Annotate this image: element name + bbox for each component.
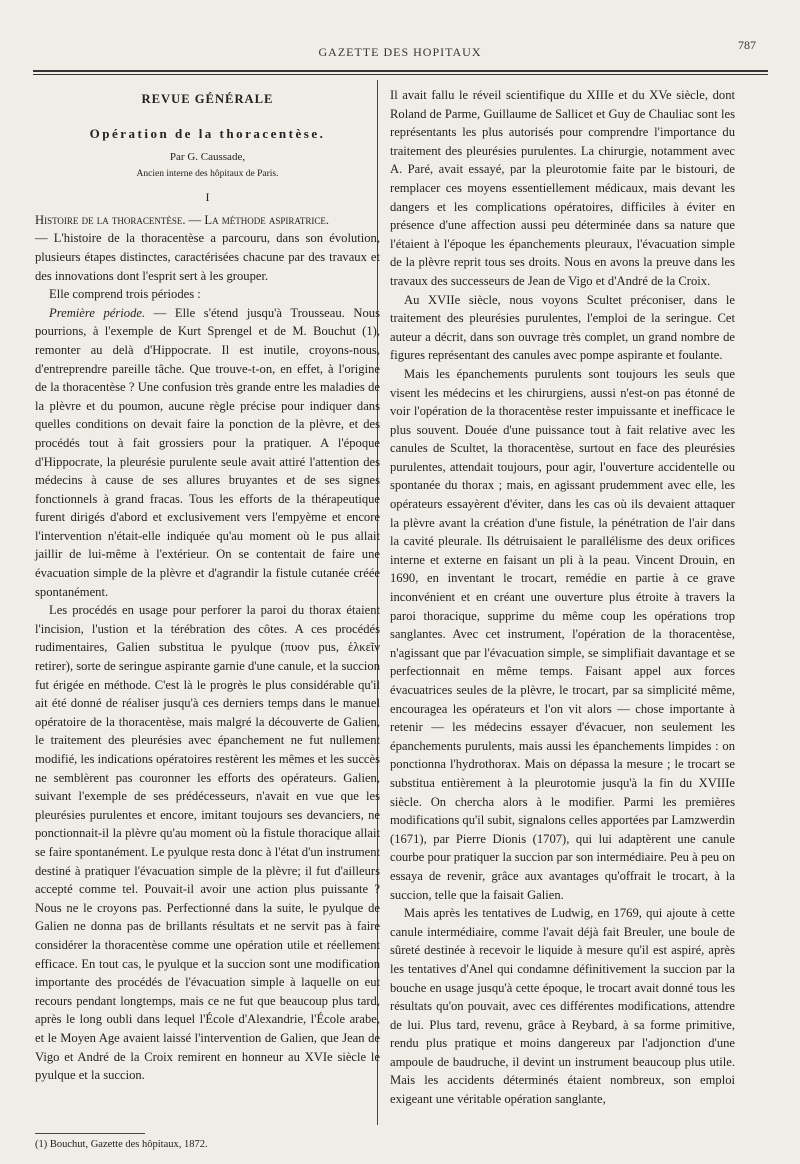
paragraph xyxy=(35,304,380,602)
byline: Par G. Caussade, xyxy=(169,151,246,164)
byline-note: Ancien interne des hôpitaux de Paris. xyxy=(136,169,279,180)
left-column xyxy=(35,86,380,1085)
chapter-heading: Histoire de la thoracentèse. — La méthode aspiratrice. xyxy=(35,212,330,227)
running-title: GAZETTE DES HOPITAUX xyxy=(318,45,482,59)
paragraph: — L'histoire de la thoracentèse a parcouru, dans son évolution, plusieurs étapes distinctes, caractérisées chacune par des travaux et des innovations dont l'esprit sert à les grouper. xyxy=(35,231,380,283)
part-number: I xyxy=(205,190,210,205)
paragraph: Mais les épanchements purulents sont toujours les seuls que visent les médecins et les chirurgiens, aussi n'est-on pas étonné de voir l'opération de la thoracentèse rester impuissante et inefficace le plus souvent. Douée d'une puissance tout à fait relative avec les canules de Scultet, la thoracentèse, surtout en face des pleurésies purulentes, attendait toujours, pour agir, l'ouverture accidentelle ou spontanée du thorax ; mais, en agissant prudemment avec elle, les opérateurs essayèrent d'éviter, dans les cas où ils devaient attaquer la plèvre avant la création d'une fistule, la pénétration de l'air dans la cavité pleurale. Ils détruisaient le parallélisme des deux orifices interne et externe en faisant un pli à la peau. Vincent Drouin, en 1690, en inventant le trocart, remédie en partie à ce grave inconvénient et en créant une ouverture plus étroite à travers la paroi thoracique, supprime du même coup les opérations trop sanglantes. Avec cet instrument, l'opération de la thoracentèse, n'agissant que par l'évacuation simple, se simplifiait davantage et se perfectionnait en même temps. Faisant appel aux forces évacuatrices seules de la plèvre, le trocart, par sa simplicité même, encouragea les opérateurs et l'on vit alors — chose importante à retenir — les médecins essayer d'évacuer, non seulement les épanchements purulents, mais aussi les épanchements limpides : on ponctionna l'hydrothorax. Mais on dépassa la mesure ; le trocart se substitua entièrement à la pleurotomie jusqu'à la fin du XVIIIe siècle. On chercha alors à le modifier. Parmi les premières modifications qu'il subit, signalons celles apportées par Lamzwerdin (1671), par Pierre Dionis (1707), qui lui adaptèrent une canule courbe pour pratiquer la succion par son intermédiaire. Peu à peu on essaya de revenir, grâce aux avantages qu'offrait le trocart, à la succion, telle que la faisait Galien. xyxy=(390,366,736,902)
paragraph: Au XVIIe siècle, nous voyons Scultet préconiser, dans le traitement des pleurésies purulentes, l'emploi de la seringue. Cet auteur a décrit, dans son ouvrage très complet, un grand nombre de figures représentant des canules avec pompe aspirante et foulante. xyxy=(390,292,735,363)
article-title: Opération de la thoracentèse. xyxy=(89,125,326,141)
header-rule-thin xyxy=(33,74,768,75)
paragraph: Il avait fallu le réveil scientifique du XIIIe et du XVe siècle, dont Roland de Parme, Guillaume de Sallicet et Guy de Chauliac sont les représentants les plus autorisés pour comprendre l'importance du traitement des pleurésies purulentes. La chirurgie, notamment avec A. Paré, avait essayé, par la pleurotomie faite par le bistouri, de remplacer ces moyens essentiellement médicaux, mais devant les dangers et les complications opératoires, difficiles à éviter en présence d'une affection aussi peu déterminée dans sa nature que l'étaient à l'époque les épanchements pleuraux, l'évacuation simple de la plèvre reprit tous ses droits. Nous en avons la preuve dans les travaux des successeurs de Jean de Vigo et d'André de la Croix. xyxy=(390,88,735,288)
section-heading: REVUE GÉNÉRALE xyxy=(141,92,274,106)
page-number: 787 xyxy=(738,38,756,52)
paragraph: Mais après les tentatives de Ludwig, en 1769, qui ajoute à cette canule intermédiaire, comme l'avait déjà fait Breuler, une boule de sûreté destinée à recevoir le liquide à mesure qu'il est aspiré, après les tentatives d'Anel qui condamne définitivement la succion par la bouche en usage jusqu'à cette époque, le trocart avait donné tous les résultats qu'on pouvait, avec ces différentes modifications, attendre de lui. Plus tard, revenu, grâce à Reybard, à sa forme primitive, rendu plus pratique et moins dangereux par l'adjonction d'une ampoule de baudruche, il devint un instrument beaucoup plus utile. Mais les accidents déterminés étaient nombreux, son emploi exigeant une véritable opération sanglante, xyxy=(390,906,735,1107)
footnote: (1) Bouchut, Gazette des hôpitaux, 1872. xyxy=(35,1139,208,1150)
footnote-rule xyxy=(35,1133,145,1134)
right-column xyxy=(390,86,735,1109)
header-rule xyxy=(33,70,768,72)
paragraph: Les procédés en usage pour perforer la paroi du thorax étaient l'incision, l'ustion et la térébration des côtes. A ces procédés rudimentaires, Galien substitua le pyulque (πυον pus, ἑλκεῖν retirer), sorte de seringue aspirante garnie d'une canule, et la succion fut érigée en méthode. C'est là le progrès le plus considérable qu'il ait été donné de réaliser jusqu'à ces derniers temps dans le manuel opératoire de la thoracentèse, mais malgré la découverte de Galien, le traitement des pleurésies avec épanchement ne fut nullement modifié, les indications opératoires restèrent les mêmes et les succès ne semblèrent pas couronner les efforts des opérateurs. Galien, suivant l'exemple de ses prédécesseurs, n'avait en vue que les pleurésies purulentes et encore, imitant toujours ses devanciers, ne ponctionnait-il la plèvre qu'au moment où la fistule thoracique allait se faire spontanément. Le pyulque resta donc à l'état d'un instrument destiné à pratiquer l'évacuation simple de la plèvre; il fut d'ailleurs accepté comme tel. Pouvait-il avoir une action plus puissante ? Nous ne le croyons pas. Perfectionné dans la suite, le pyulque de Galien ne donna pas de brillants résultats et ne servit pas à faire considérer la thoracentèse comme une opération utile et réellement efficace. En tout cas, le pyulque et la succion sont une modification importante des procédés de l'évacuation simple à laquelle on eut recours pendant longtemps, mais ce ne fut que beaucoup plus tard, après le long oubli dans lequel l'École d'Alexandrie, l'École arabe, et le Moyen Age avaient laissé l'intervention de Galien, que Jean de Vigo et André de la Croix remirent en honneur au XVIe siècle le pyulque et la succion. xyxy=(35,603,380,1083)
paragraph-text: — Elle s'étend jusqu'à Trousseau. Nous pourrions, à l'exemple de Kurt Sprengel et de M. Bouchut (1), remonter au delà d'Hippocrate. Il est inutile, croyons-nous, d'entreprendre pareille tâche. Que trouve-t-on, en effet, à l'origine de la thoracentèse ? Une confusion très grande entre les maladies de la plèvre et du poumon, aucune règle précise pour indiquer dans quelles conditions on devait faire la ponction de la plèvre, et des procédés tout à fait grossiers pour la pratiquer. A l'époque d'Hippocrate, la pleurésie purulente seule avait attiré l'attention des médecins à cause de ses allures bruyantes et de ses signes fonctionnels à grand fracas. Tous les efforts de la thérapeutique furent dirigés d'abord et exclusivement vers l'empyème et encore l'intervention n'était-elle indiquée qu'au moment où le pus allait jaillir de lui-même à l'extérieur. On se contentait de faire une évacuation simple de la plèvre et d'agrandir la fistule cutanée créée spontanément. xyxy=(35,305,380,599)
period-label: Première période. xyxy=(49,305,146,320)
paragraph: Elle comprend trois périodes : xyxy=(49,287,201,302)
